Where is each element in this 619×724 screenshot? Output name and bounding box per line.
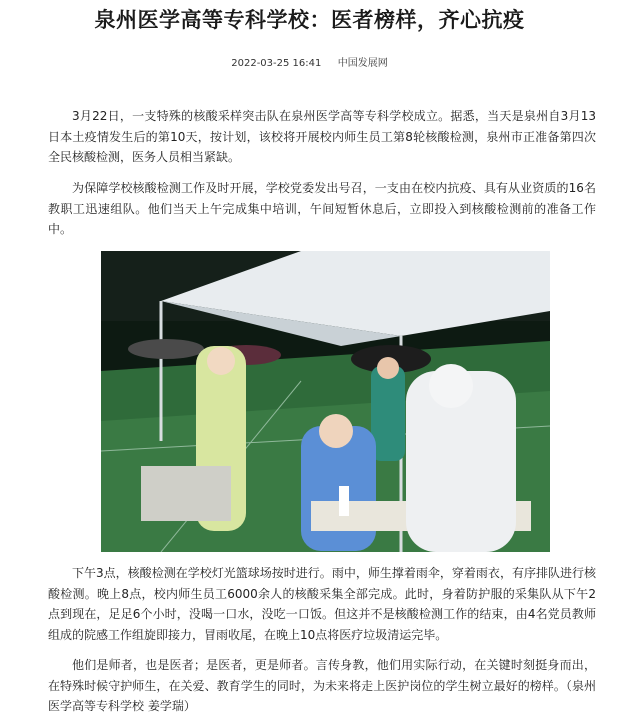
article-title: 泉州医学高等专科学校：医者榜样，齐心抗疫 (94, 8, 525, 32)
article-photo (101, 251, 550, 552)
publish-date: 2022-03-25 16:41 (231, 58, 322, 69)
article-paragraph-4: 他们是师者，也是医者；是医者，更是师者。言传身教，他们用实际行动，在关键时刻挺身而出，在特殊时候守护师生，在关爱、教育学生的同时，为未来将走上医护岗位的学生树立最好的榜样。（泉州医学高等专科学校 姜学瑞） (48, 658, 596, 713)
article-paragraph-3: 下午3点，核酸检测在学校灯光篮球场按时进行。雨中，师生撑着雨伞，穿着雨衣，有序排队进行核酸检测。晚上8点，校内师生员工6000余人的核酸采集全部完成。此时，身着防护服的采集队从下午2点到现在，足足6个小时，没喝一口水，没吃一口饭。但这并不是核酸检测工作的结束，由4名党员教师组成的院感工作组旋即接力，冒雨收尾，在晚上10点将医疗垃圾清运完毕。 (48, 566, 596, 642)
article-paragraph-1: 3月22日，一支特殊的核酸采样突击队在泉州医学高等专科学校成立。据悉，当天是泉州自3月13日本土疫情发生后的第10天，按计划，该校将开展校内师生员工第8轮核酸检测，泉州市正准备第四次全民核酸检测，医务人员相当紧缺。 (48, 109, 596, 164)
article-paragraph-2: 为保障学校核酸检测工作及时开展，学校党委发出号召，一支由在校内抗疫、具有从业资质的16名教职工迅速组队。他们当天上午完成集中培训，午间短暂休息后，立即投入到核酸检测前的准备工作中。 (48, 181, 596, 236)
article-source[interactable]: 中国发展网 (337, 58, 388, 69)
article-meta (0, 54, 619, 69)
